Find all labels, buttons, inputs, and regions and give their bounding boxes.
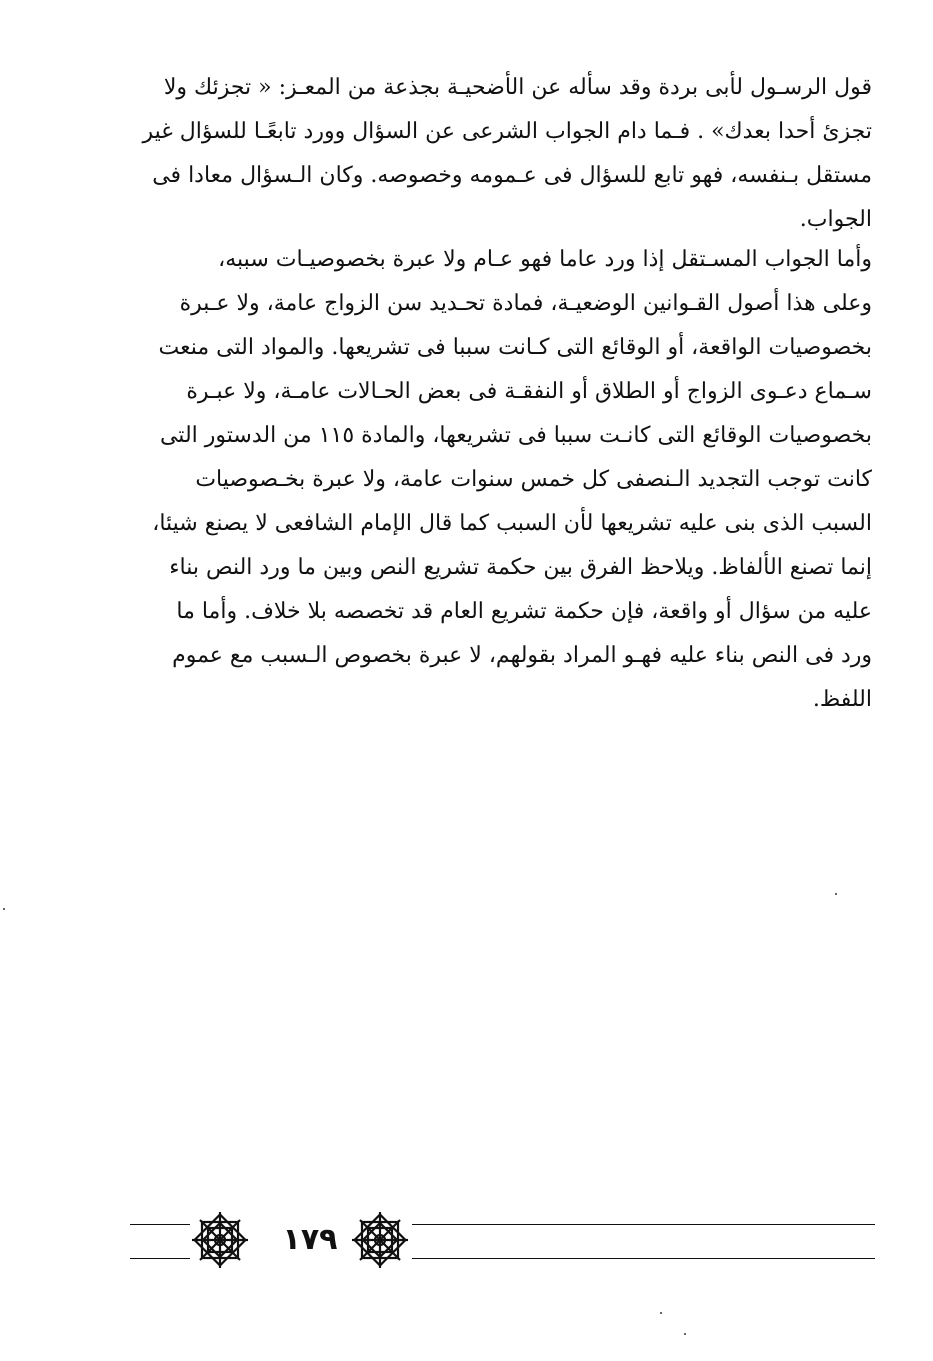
scan-speck (835, 893, 837, 895)
text-line: الجواب. (799, 207, 872, 232)
text-line: بخصوصيات الواقعة، أو الوقائع التى كـانت سببا فى تشريعها. والمواد التى منعت (158, 335, 872, 360)
footer-rule (130, 1258, 190, 1259)
scan-speck (660, 1312, 662, 1314)
text-line: سـماع دعـوى الزواج أو الطلاق أو النفقـة فى بعض الحـالات عامـة، ولا عبـرة (186, 379, 872, 404)
text-line: كانت توجب التجديد الـنصفى كل خمس سنوات عامة، ولا عبرة بخـصوصيات (195, 467, 872, 492)
text-line: مستقل بـنفسه، فهو تابع للسؤال فى عـمومه وخصوصه. وكان الـسؤال معادا فى (152, 163, 872, 188)
text-line: إنما تصنع الألفاظ. ويلاحظ الفرق بين حكمة تشريع النص وبين ما ورد النص بناء (169, 555, 872, 580)
star-knot-ornament-icon (348, 1208, 412, 1272)
text-line: ورد فى النص بناء عليه فهـو المراد بقولهم، لا عبرة بخصوص الـسبب مع عموم (172, 643, 872, 668)
footer-rule (412, 1258, 875, 1259)
page-number: ١٧٩ (282, 1222, 338, 1257)
text-line: اللفظ. (812, 687, 872, 712)
text-line: بخصوصيات الوقائع التى كانـت سببا فى تشريعها، والمادة ١١٥ من الدستور التى (159, 423, 872, 448)
paragraph-2 (134, 238, 872, 722)
text-line: وأما الجواب المسـتقل إذا ورد عاما فهو عـام ولا عبرة بخصوصيـات سببه، (218, 247, 872, 272)
page-footer (130, 1210, 875, 1280)
paragraph-1 (134, 66, 872, 242)
scan-speck (684, 1333, 686, 1335)
text-line: قول الرسـول لأبى بردة وقد سأله عن الأضحيـة بجذعة من المعـز: « تجزئك ولا (163, 75, 872, 100)
text-line: تجزئ أحدا بعدك» . فـما دام الجواب الشرعى عن السؤال وورد تابعًـا للسؤال غير (142, 119, 872, 144)
footer-rule (412, 1224, 875, 1225)
text-line: عليه من سؤال أو واقعة، فإن حكمة تشريع العام قد تخصصه بلا خلاف. وأما ما (176, 599, 872, 624)
text-line: وعلى هذا أصول القـوانين الوضعيـة، فمادة تحـديد سن الزواج عامة، ولا عـبرة (179, 291, 872, 316)
scan-speck (3, 908, 5, 910)
star-knot-ornament-icon (188, 1208, 252, 1272)
footer-rule (130, 1224, 190, 1225)
text-line: السبب الذى بنى عليه تشريعها لأن السبب كما قال الإمام الشافعى لا يصنع شيئا، (152, 511, 872, 536)
